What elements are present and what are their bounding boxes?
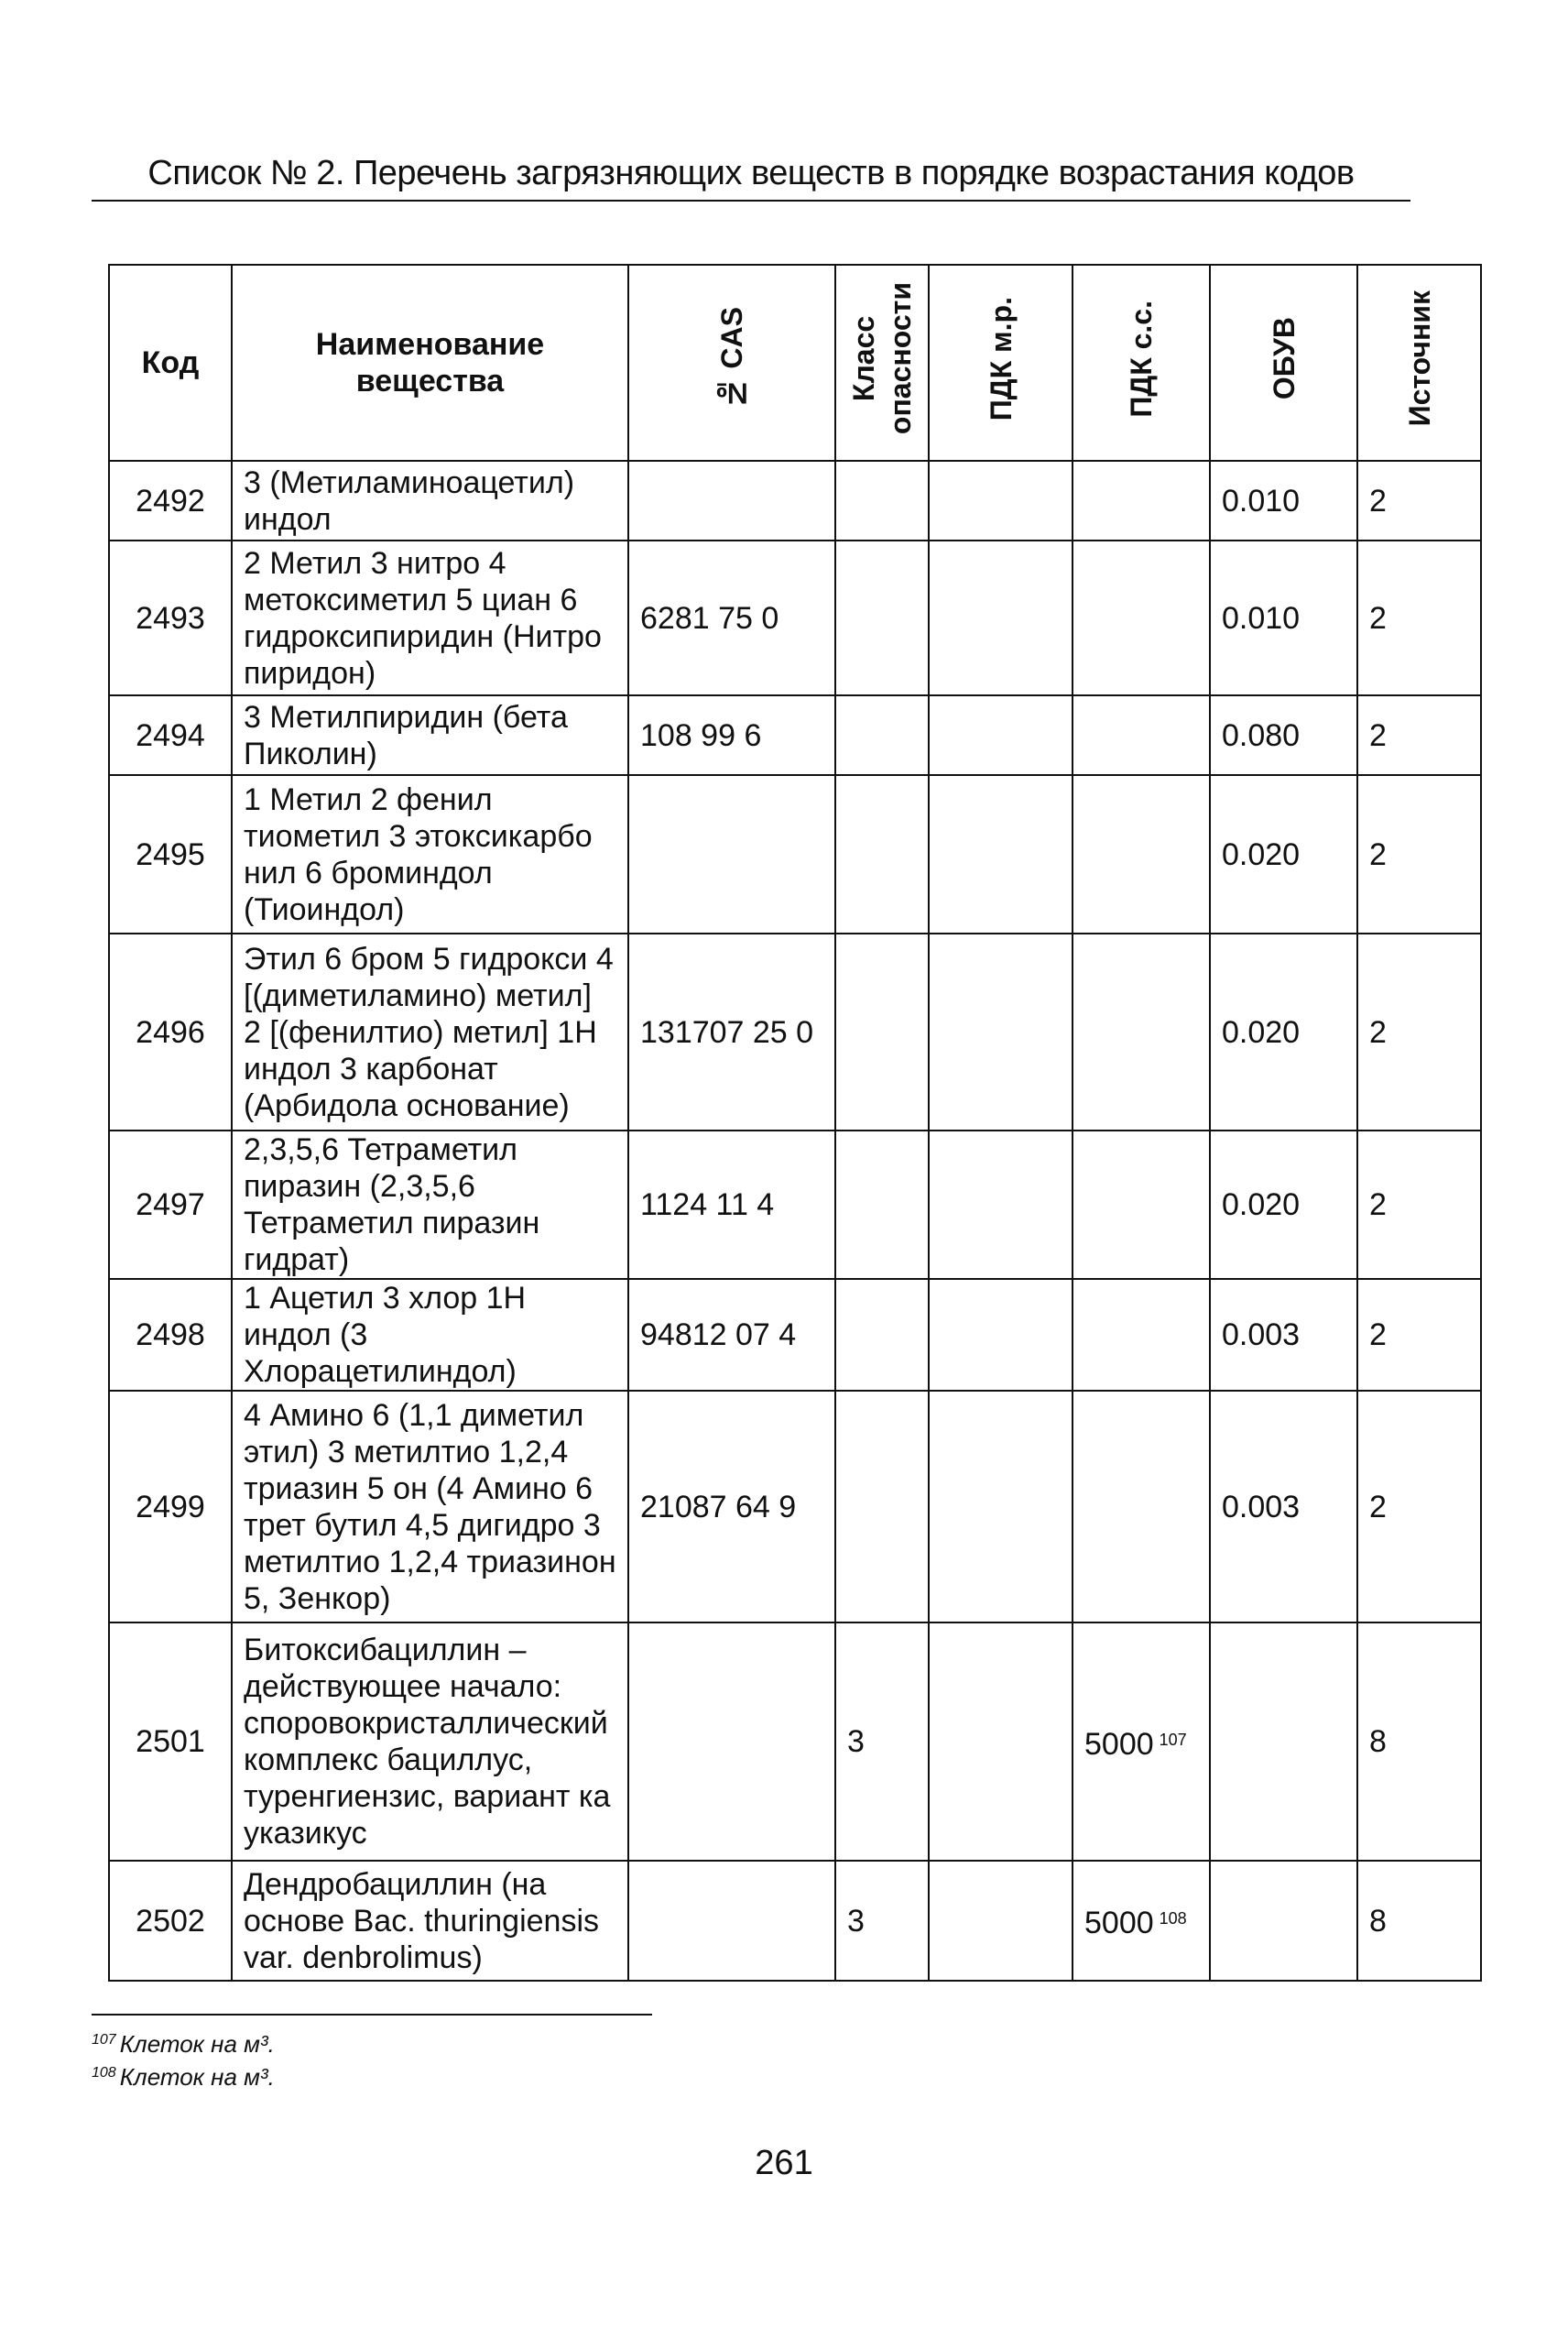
cell-hazard-class [835,1279,929,1391]
cell-pdk-ss [1073,1131,1210,1279]
substances-table [108,264,1482,1982]
table-row [109,1861,1481,1981]
footnote-rule [92,2014,652,2016]
cell-cas [628,1861,835,1981]
cell-hazard-class: 3 [835,1622,929,1861]
cell-pdk-mr [929,695,1073,775]
footnote-text: Клеток на м³. [119,2030,275,2058]
cell-hazard-class [835,695,929,775]
column-header-obuv-label: ОБУВ [1267,317,1301,400]
cell-code: 2502 [109,1861,232,1981]
cell-pdk-ss [1073,1861,1210,1981]
table-row [109,1131,1481,1279]
cell-source: 2 [1357,934,1481,1131]
table-row [109,1391,1481,1622]
column-header-code: Код [109,265,232,461]
table-row [109,934,1481,1131]
cell-pdk-mr [929,775,1073,934]
cell-source: 2 [1357,1279,1481,1391]
cell-hazard-class [835,461,929,541]
cell-obuv: 0.010 [1210,541,1357,695]
cell-name: 2,3,5,6 Тетраметил пиразин (2,3,5,6 Тетраметил пиразин гидрат) [232,1131,628,1279]
header-rule [92,200,1410,202]
cell-obuv: 0.080 [1210,695,1357,775]
cell-code: 2494 [109,695,232,775]
table-row [109,695,1481,775]
column-header-source [1357,265,1481,461]
cell-pdk-ss [1073,934,1210,1131]
cell-pdk-ss [1073,1279,1210,1391]
cell-name: Битоксибациллин – действующее начало: споровокристаллический комплекс бациллус, туренгиензис, вариант ка указикус [232,1622,628,1861]
cell-obuv: 0.020 [1210,934,1357,1131]
cell-name: 2 Метил 3 нитро 4 метоксиметил 5 циан 6 гидроксипиридин (Нитро пиридон) [232,541,628,695]
cell-name: 3 (Метиламиноацетил) индол [232,461,628,541]
cell-pdk-mr [929,1279,1073,1391]
column-header-pdk-mr [929,265,1073,461]
column-header-pdk-ss-label: ПДК с.с. [1125,300,1158,418]
table-row [109,1279,1481,1391]
cell-name: 1 Ацетил 3 хлор 1Н индол (3 Хлорацетилиндол) [232,1279,628,1391]
cell-pdk-ss [1073,1391,1210,1622]
cell-pdk-mr [929,541,1073,695]
column-header-cas [628,265,835,461]
cell-code: 2493 [109,541,232,695]
cell-hazard-class [835,1131,929,1279]
cell-obuv: 0.020 [1210,775,1357,934]
column-header-obuv [1210,265,1357,461]
cell-code: 2495 [109,775,232,934]
cell-obuv: 0.003 [1210,1391,1357,1622]
table-row [109,1622,1481,1861]
cell-cas: 21087 64 9 [628,1391,835,1622]
footnote-reference: 108 [1159,1909,1187,1928]
cell-source: 2 [1357,695,1481,775]
cell-pdk-ss [1073,541,1210,695]
table-body [109,461,1481,1981]
cell-obuv: 0.010 [1210,461,1357,541]
footnote-mark: 108 [92,2065,116,2081]
cell-pdk-mr [929,934,1073,1131]
footnote-mark: 107 [92,2032,116,2048]
cell-name: 3 Метилпиридин (бета Пиколин) [232,695,628,775]
column-header-source-label: Источник [1402,290,1436,427]
cell-source: 8 [1357,1622,1481,1861]
column-header-hazard-class-label: Класс опасности [847,282,917,435]
cell-code: 2499 [109,1391,232,1622]
cell-cas: 6281 75 0 [628,541,835,695]
footnote-107 [92,2030,275,2059]
cell-pdk-mr [929,1622,1073,1861]
cell-hazard-class [835,1391,929,1622]
cell-obuv [1210,1861,1357,1981]
cell-source: 2 [1357,541,1481,695]
cell-name: 1 Метил 2 фенил тиометил 3 этоксикарбо нил 6 броминдол (Тиоиндол) [232,775,628,934]
footnote-108 [92,2063,275,2092]
cell-pdk-mr [929,461,1073,541]
footnote-reference: 107 [1159,1730,1187,1749]
footnote-text: Клеток на м³. [119,2063,275,2091]
column-header-pdk-ss [1073,265,1210,461]
cell-code: 2498 [109,1279,232,1391]
cell-code: 2492 [109,461,232,541]
cell-pdk-mr [929,1861,1073,1981]
cell-name: Дендробациллин (на основе Bac. thuringiensis var. denbrolimus) [232,1861,628,1981]
cell-hazard-class: 3 [835,1861,929,1981]
table-header-row [109,265,1481,461]
cell-cas: 131707 25 0 [628,934,835,1131]
page-title: Список № 2. Перечень загрязняющих веществ в порядке возрастания кодов [147,154,1355,192]
cell-code: 2501 [109,1622,232,1861]
cell-obuv: 0.003 [1210,1279,1357,1391]
cell-source: 2 [1357,775,1481,934]
cell-pdk-mr [929,1391,1073,1622]
cell-source: 2 [1357,1131,1481,1279]
cell-hazard-class [835,541,929,695]
cell-cas [628,461,835,541]
table-row [109,541,1481,695]
cell-hazard-class [835,775,929,934]
column-header-name: Наименование вещества [232,265,628,461]
cell-source: 2 [1357,1391,1481,1622]
cell-source: 2 [1357,461,1481,541]
cell-cas: 108 99 6 [628,695,835,775]
cell-hazard-class [835,934,929,1131]
cell-source: 8 [1357,1861,1481,1981]
column-header-pdk-mr-label: ПДК м.р. [984,296,1018,421]
cell-obuv [1210,1622,1357,1861]
pdk-ss-value: 5000 [1084,1906,1154,1940]
cell-pdk-mr [929,1131,1073,1279]
cell-pdk-ss [1073,461,1210,541]
table-row [109,461,1481,541]
cell-code: 2496 [109,934,232,1131]
cell-obuv: 0.020 [1210,1131,1357,1279]
cell-pdk-ss [1073,1622,1210,1861]
column-header-cas-label: № CAS [715,307,748,410]
cell-pdk-ss [1073,775,1210,934]
table-row [109,775,1481,934]
cell-name: 4 Амино 6 (1,1 диметил этил) 3 метилтио 1,2,4 триазин 5 он (4 Амино 6 трет бутил 4,5 дигидро 3 метилтио 1,2,4 триазинон 5, Зенкор) [232,1391,628,1622]
cell-cas [628,775,835,934]
column-header-hazard-class [835,265,929,461]
cell-pdk-ss [1073,695,1210,775]
page-number: 261 [755,2144,813,2182]
cell-name: Этил 6 бром 5 гидрокси 4 [(диметиламино) метил] 2 [(фенилтио) метил] 1Н индол 3 карбонат (Арбидола основание) [232,934,628,1131]
cell-cas: 1124 11 4 [628,1131,835,1279]
pdk-ss-value: 5000 [1084,1726,1154,1762]
cell-cas: 94812 07 4 [628,1279,835,1391]
cell-code: 2497 [109,1131,232,1279]
cell-cas [628,1622,835,1861]
